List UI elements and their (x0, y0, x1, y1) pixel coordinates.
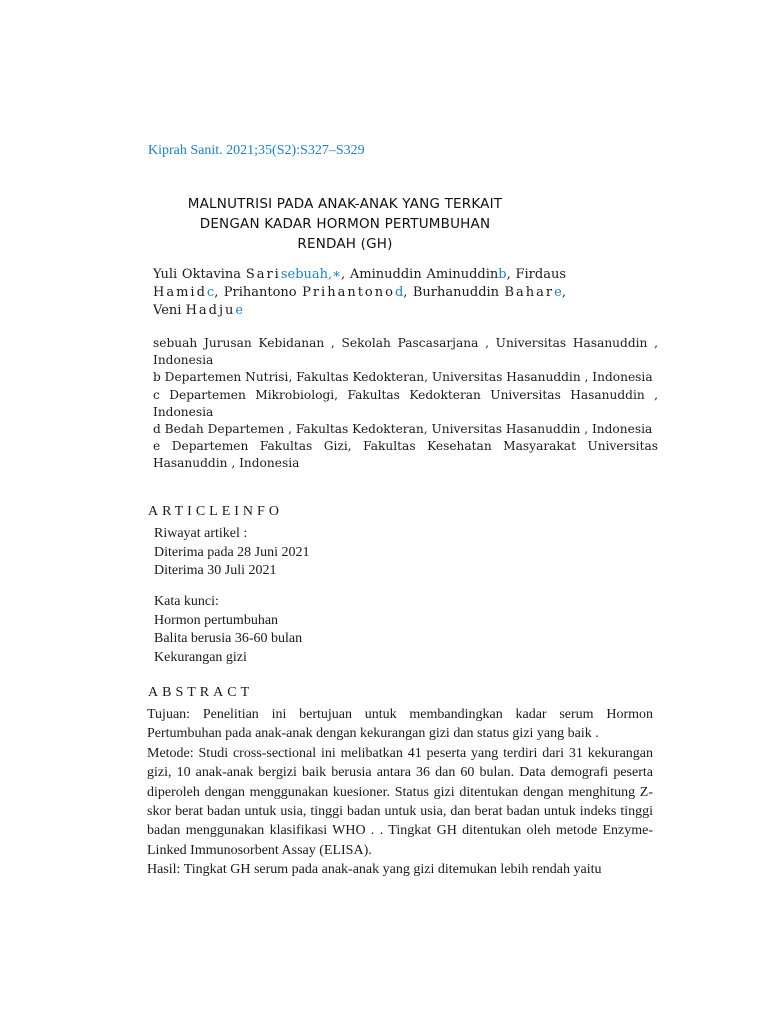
keyword-item: Kekurangan gizi (154, 649, 247, 665)
affiliation-item: e Departemen Fakultas Gizi, Fakultas Kesehatan Masyarakat Universitas Hasanuddin , Indonesia (153, 439, 658, 471)
article-history (154, 525, 310, 581)
abstract-methods: Metode: Studi cross-sectional ini melibatkan 41 peserta yang terdiri dari 31 kekurangan gizi, 10 anak-anak bergizi baik berusia antara 36 dan 60 bulan. Data demografi peserta diperoleh dengan menggunakan kuesioner. Status gizi ditentukan dengan menghitung Z-skor berat badan untuk usia, tinggi badan untuk usia, dan berat badan untuk indeks tinggi badan menggunakan klasifikasi WHO . . Tingkat GH ditentukan oleh metode Enzyme-Linked Immunosorbent Assay (ELISA). (147, 745, 653, 858)
affiliation-marker[interactable]: d (394, 285, 404, 300)
keywords-label: Kata kunci: (154, 594, 219, 609)
abstract-body (147, 705, 653, 880)
journal-reference[interactable]: Kiprah Sanit. 2021;35(S2):S327–S329 (148, 143, 365, 158)
affiliation-marker[interactable]: sebuah,∗ (280, 267, 341, 282)
title-line-3: RENDAH (GH) (297, 236, 393, 252)
keyword-item: Balita berusia 36-60 bulan (154, 631, 303, 646)
author: Aminuddin Aminuddinb, (349, 267, 516, 282)
abstract-objective: Tujuan: Penelitian ini bertujuan untuk membandingkan kadar serum Hormon Pertumbuhan pada anak-anak dengan kekurangan gizi dan status gizi yang baik . (147, 707, 653, 742)
author-list (153, 266, 566, 320)
author: Yuli Oktavina Sarisebuah,∗, (153, 267, 350, 282)
author: Burhanuddin Bahare, (412, 285, 566, 300)
affiliation-item: c Departemen Mikrobiologi, Fakultas Kedokteran Universitas Hasanuddin , Indonesia (153, 387, 658, 419)
abstract-heading: ABSTRACT (148, 685, 254, 700)
affiliation-marker[interactable]: e (554, 285, 562, 300)
affiliation-item: sebuah Jurusan Kebidanan , Sekolah Pascasarjana , Universitas Hasanuddin , Indonesia (153, 336, 658, 368)
title-keyword: MALNUTRISI (187, 196, 273, 212)
keyword-item: Hormon pertumbuhan (154, 612, 279, 628)
title-line-1 (150, 194, 540, 214)
affiliation-marker[interactable]: c (206, 285, 215, 300)
affiliation-list (153, 335, 658, 473)
accepted-date: Diterima 30 Juli 2021 (154, 563, 277, 578)
affiliation-marker[interactable]: b (498, 267, 507, 282)
abstract-results: Hasil: Tingkat GH serum pada anak-anak yang gizi ditemukan lebih rendah yaitu (147, 862, 602, 878)
keywords-block (154, 593, 302, 667)
affiliation-item: d Bedah Departemen , Fakultas Kedokteran, Universitas Hasanuddin , Indonesia (153, 422, 653, 437)
title-line-1-rest: PADA ANAK-ANAK YANG TERKAIT (272, 196, 503, 212)
author: Veni Hadjue (153, 303, 244, 318)
author: Firdaus Hamidc, (153, 267, 567, 300)
article-info-heading: ARTICLEINFO (148, 504, 283, 519)
received-date: Diterima pada 28 Juni 2021 (154, 544, 310, 560)
affiliation-marker[interactable]: e (235, 303, 244, 318)
title-line-2: DENGAN KADAR HORMON PERTUMBUHAN (199, 216, 491, 232)
article-title (150, 194, 540, 254)
affiliation-item: b Departemen Nutrisi, Fakultas Kedokteran, Universitas Hasanuddin , Indonesia (153, 370, 653, 385)
author: Prihantono Prihantonod, (223, 285, 413, 300)
history-label: Riwayat artikel : (154, 526, 248, 541)
